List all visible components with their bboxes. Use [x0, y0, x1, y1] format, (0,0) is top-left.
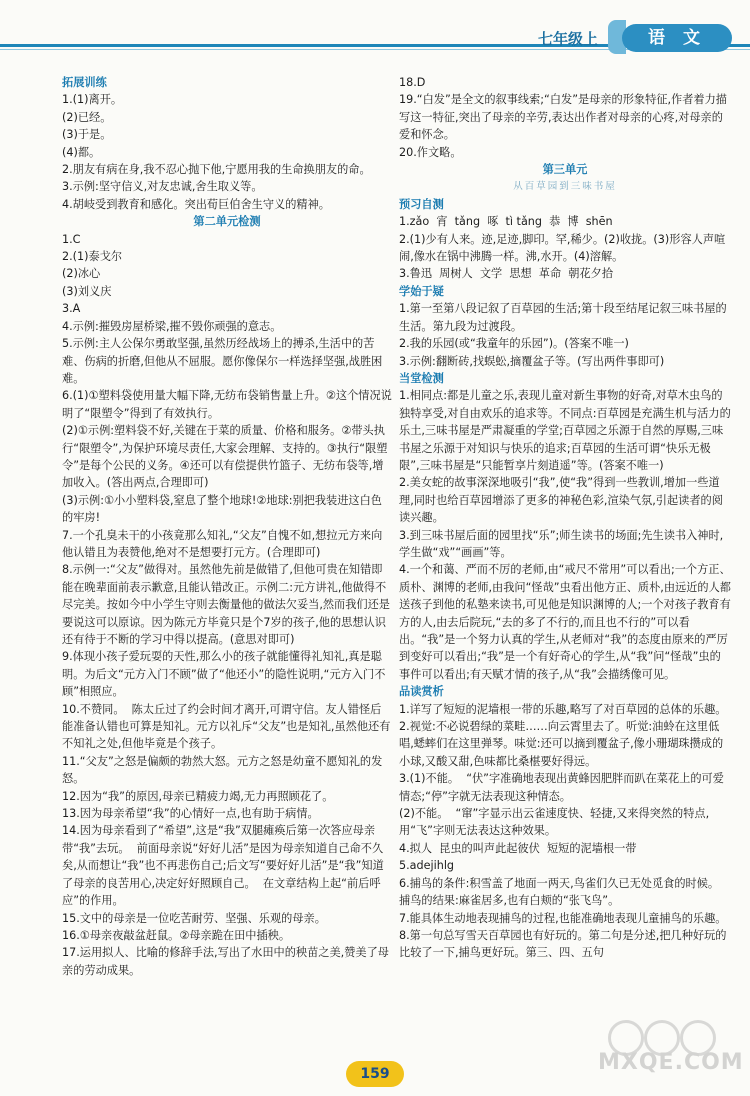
answer-paragraph: 20.作文略。 — [399, 145, 462, 159]
answer-paragraph: (4)都。 — [62, 145, 101, 159]
section-heading: 预习自测 — [399, 197, 444, 211]
answer-paragraph: 18.D — [399, 76, 426, 89]
answer-paragraph: 8.第一句总写雪天百草园也有好玩的。第二句是分述,把几种好玩的比较了一下,捕鸟更好玩。第三、四、五句 — [399, 928, 727, 960]
answer-paragraph: 6.(1)①塑料袋使用量大幅下降,无纺布袋销售量上升。②这个情况说明了“限塑令”得到了有效执行。 — [62, 389, 392, 420]
answer-paragraph: 3.(1)不能。 “伏”字准确地表现出黄蜂因肥胖而趴在菜花上的可爱情态;“停”字就无法表现这种情态。 — [399, 772, 724, 803]
section-heading: 当堂检测 — [399, 371, 444, 385]
answer-paragraph: (3)示例:①小小塑料袋,窒息了整个地球!②地球:别把我装进这白色的牢房! — [62, 493, 382, 525]
answer-paragraph: 9.体现小孩子爱玩耍的天性,那么小的孩子就能懂得礼知礼,真是聪明。为后文“元方入门不顾”做了“他还小”的隐性说明,“元方入门不顾”相照应。 — [62, 650, 386, 699]
answer-paragraph: 3.示例:翻断砖,找蜈蚣,摘覆盆子等。(写出两件事即可) — [399, 354, 665, 368]
answer-paragraph: 5.adejihlg — [399, 859, 455, 873]
answer-paragraph: 3.示例:坚守信义,对友忠诚,舍生取义等。 — [62, 180, 263, 194]
grade-label: 七年级上 — [538, 30, 599, 48]
answer-paragraph: 14.因为母亲看到了“希望”,这是“我”双腿瘫痪后第一次答应母亲带“我”去玩。 前面母亲说“好好儿活”是因为母亲知道自己命不久矣,从而想让“我”也不再悲伤自己;后文写“要好好儿活”是“我”知道了母亲的良苦用心,决定好好照顾自己。 在文章结构上起“前后呼应”的作用。 — [62, 824, 384, 908]
answer-paragraph: (2)已经。 — [62, 110, 112, 124]
answer-paragraph: 19.“白发”是全文的叙事线索;“白发”是母亲的形象特征,作者着力描写这一特征,突出了母亲的辛劳,表达出作者对母亲的心疼,对母亲的爱和怀念。 — [399, 93, 727, 142]
unit-heading: 第二单元检测 — [193, 215, 261, 229]
right-column — [399, 74, 731, 962]
answer-paragraph: 4.一个和蔼、严而不厉的老师,由“戒尺不常用”可以看出;一个方正、质朴、渊博的老师,由我问“怪哉”虫看出他方正、质朴,由远近的人都送孩子到他的私塾来读书,可见他是知识渊博的人;一个对孩子教育有方的人,由去后院玩,“去的多了不行的,而且也不行的”可以看出。“我”是一个努力认真的学生,从老师对“我”的态度由原来的严厉到变好可以看出;“我”是一个有好奇心的学生,从“我”问“怪哉”虫的事件可以看出;有天赋才情的孩子,从“我”会描绣像可见。 — [399, 563, 731, 681]
answer-paragraph: (2)冰心 — [62, 267, 101, 281]
answer-paragraph: 2.(1)泰戈尔 — [62, 250, 123, 264]
page-header — [0, 0, 750, 70]
answer-paragraph: 2.视觉:不必说碧绿的菜畦……向云霄里去了。听觉:油蛉在这里低唱,蟋蟀们在这里弹琴。味觉:还可以摘到覆盆子,像小珊瑚珠攒成的小球,又酸又甜,色味都比桑椹要好得远。 — [399, 720, 724, 768]
answer-paragraph: 6.捕鸟的条件:积雪盖了地面一两天,鸟雀们久已无处觅食的时候。 捕鸟的结果:麻雀居多,也有白颊的“张飞鸟”。 — [399, 876, 727, 908]
answer-paragraph: 4.示例:摧毁房屋桥梁,摧不毁你顽强的意志。 — [62, 319, 282, 333]
answer-paragraph: 5.示例:主人公保尔勇敢坚强,虽然历经战场上的搏杀,生活中的苦难、伤病的折磨,但他从不屈服。愿你像保尔一样选择坚强,战胜困难。 — [62, 337, 383, 385]
answer-paragraph: 8.示例一:“父友”做得对。虽然他先前是做错了,但他可贵在知错即能在晚辈面前表示歉意,且能认错改正。示例二:元方讲礼,他做得不尽完美。按如今中小学生守则去衡量他的做法欠妥当,然而我们还是要说这可以原谅。因为陈元方毕竟只是个7岁的孩子,他的思想认识还有待于不断的学习中得以提高。(意思对即可) — [62, 563, 390, 646]
section-heading: 拓展训练 — [62, 76, 107, 89]
answer-paragraph: (2)①示例:塑料袋不好,关键在于菜的质量、价格和服务。②带头执行“限塑令”,为保护环境尽责任,大家会理解、支持的。③执行“限塑令”是每个公民的义务。④还可以有偿提供竹篮子、无纺布袋等,增加收入。(答出两点,合理即可) — [62, 424, 388, 490]
unit-heading: 第三单元 — [542, 163, 588, 177]
answer-paragraph: 12.因为“我”的原因,母亲已精疲力竭,无力再照顾花了。 — [62, 789, 334, 803]
watermark — [598, 1020, 748, 1096]
answer-paragraph: 7.一个孔臭未干的小孩竟那么知礼,“父友”自愧不如,想拉元方来向他认错且为表赞他,绝对不是想要打元方。(合理即可) — [62, 528, 383, 559]
answer-paragraph: 1.zǎo 宵 tǎng 啄 tì tǎng 恭 博 shēn — [399, 215, 613, 229]
subject-label: 语 文 — [622, 24, 732, 52]
answer-paragraph: 3.鲁迅 周树人 文学 思想 革命 朝花夕拾 — [399, 267, 614, 281]
answer-paragraph: 11.“父友”之怒是偏颇的勃然大怒。元方之怒是幼童不愿知礼的发怒。 — [62, 754, 383, 786]
answer-paragraph: 2.(1)少有人来。迹,足迹,脚印。罕,稀少。(2)收拢。(3)形容人声喧闹,像水在锅中沸腾一样。沸,水开。(4)溶解。 — [399, 232, 726, 264]
answer-paragraph: 16.①母亲夜敲盆赶鼠。②母亲跪在田中插秧。 — [62, 928, 291, 942]
answer-paragraph: 3.A — [62, 302, 81, 316]
answer-paragraph: 7.能具体生动地表现捕鸟的过程,也能准确地表现儿童捕鸟的乐趣。 — [399, 911, 727, 925]
answer-paragraph: 1.相同点:都是儿童之乐,表现儿童对新生事物的好奇,对草木虫鸟的独特享受,对自由欢乐的追求等。不同点:百草园是充满生机与活力的乐土,三味书屋是严肃凝重的学堂;百草园之乐源于自然的厚赐,三味书屋之乐源于对知识与快乐的追求;百草园的生活可谓“快乐无极限”,三味书屋是“只能暂享片刻逍遥”等。(答案不唯一) — [399, 389, 731, 472]
answer-paragraph: 4.拟人 昆虫的叫声此起彼伏 短短的泥墙根一带 — [399, 841, 637, 855]
answer-paragraph: 2.我的乐园(或“我童年的乐园”)。(答案不唯一) — [399, 337, 629, 351]
unit-subheading: 从百草园到三味书屋 — [513, 181, 617, 193]
answer-paragraph: 4.胡岐受到教育和感化。突出荀巨伯舍生守义的精神。 — [62, 197, 330, 211]
answer-paragraph: 1.第一至第八段记叙了百草园的生活;第十段至结尾记叙三味书屋的生活。第九段为过渡段。 — [399, 302, 727, 333]
answer-paragraph: 1.C — [62, 232, 81, 246]
answer-paragraph: 2.朋友有病在身,我不忍心抛下他,宁愿用我的生命换朋友的命。 — [62, 163, 371, 177]
answer-paragraph: 17.运用拟人、比喻的修辞手法,写出了水田中的秧苗之美,赞美了母亲的劳动成果。 — [62, 946, 389, 977]
section-heading: 品读赏析 — [399, 685, 444, 699]
page-number: 159 — [346, 1061, 404, 1087]
answer-paragraph: 10.不赞同。 陈太丘过了约会时间才离开,可谓守信。友人错怪后能准备认错也可算是知礼。元方以礼斥“父友”也是知礼,虽然他还有不知礼之处,但他毕竟是个孩子。 — [62, 702, 391, 751]
answer-paragraph: (2)不能。 “窜”字显示出云雀速度快、轻捷,又来得突然的特点,用“飞”字则无法表达这种效果。 — [399, 807, 710, 838]
answer-paragraph: 1.详写了短短的泥墙根一带的乐趣,略写了对百草园的总体的乐趣。 — [399, 702, 727, 716]
answer-paragraph: 15.文中的母亲是一位吃苦耐劳、坚强、乐观的母亲。 — [62, 911, 326, 925]
answer-paragraph: (3)刘义庆 — [62, 284, 112, 298]
answer-paragraph: 2.美女蛇的故事深深地吸引“我”,使“我”得到一些教训,增加一些道理,同时也给百草园增添了更多的神秘色彩,渲染气氛,引起读者的阅读兴趣。 — [399, 476, 723, 525]
section-heading: 学始于疑 — [399, 284, 444, 298]
answer-paragraph: (3)于是。 — [62, 128, 112, 142]
left-column — [62, 74, 392, 979]
answer-paragraph: 13.因为母亲希望“我”的心情好一点,也有助于病情。 — [62, 807, 319, 821]
answer-paragraph: 3.到三味书屋后面的园里找“乐”;师生读书的场面;先生读书入神时,学生做“戏”“画画”等。 — [399, 528, 724, 559]
answer-paragraph: 1.(1)离开。 — [62, 93, 123, 107]
watermark-text: MXQE.COM — [598, 1050, 744, 1075]
